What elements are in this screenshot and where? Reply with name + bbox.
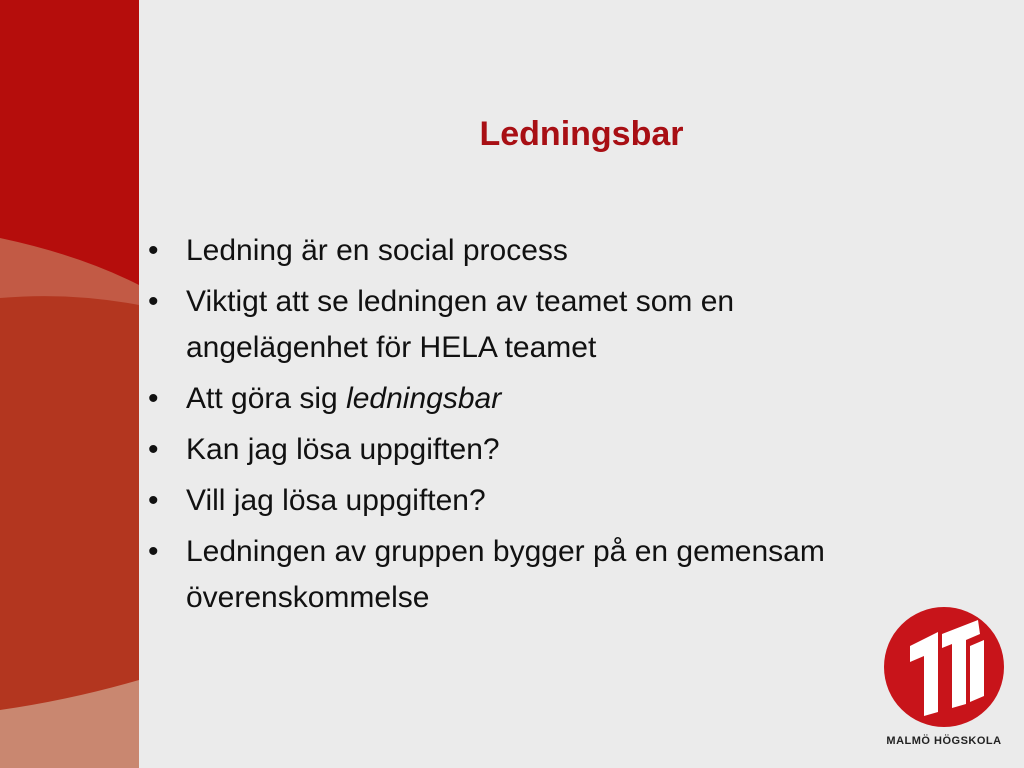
malmo-hogskola-logo-icon: [880, 604, 1008, 730]
bullet-text: Viktigt att se ledningen av teamet som en angelägenhet för HELA teamet: [186, 285, 735, 364]
bullet-symbol: •: [148, 234, 159, 267]
bullet-text: Kan jag lösa uppgiften?: [186, 433, 500, 466]
bullet-item: [143, 427, 883, 473]
bullet-symbol: •: [148, 484, 159, 517]
bullet-symbol: •: [148, 285, 159, 318]
bullet-item: [143, 376, 883, 422]
slide-title: Ledningsbar: [479, 115, 684, 153]
bullet-text: Ledning är en social process: [186, 234, 568, 267]
bullet-text: Ledningen av gruppen bygger på en gemensam överenskommelse: [186, 535, 825, 614]
bullet-item: [143, 279, 883, 371]
bullet-text-italic: ledningsbar: [346, 382, 502, 415]
bullet-item: [143, 478, 883, 524]
side-decorative-band: [0, 0, 139, 768]
bullet-symbol: •: [148, 535, 159, 568]
bullet-symbol: •: [148, 433, 159, 466]
bullet-item: [143, 228, 883, 274]
logo-text: MALMÖ HÖGSKOLA: [886, 735, 1002, 747]
bullet-symbol: •: [148, 382, 159, 415]
bullet-item: [143, 529, 883, 621]
bullet-text: Vill jag lösa uppgiften?: [186, 484, 486, 517]
bullet-list: [143, 228, 883, 626]
bullet-text: Att göra sig: [186, 382, 347, 415]
